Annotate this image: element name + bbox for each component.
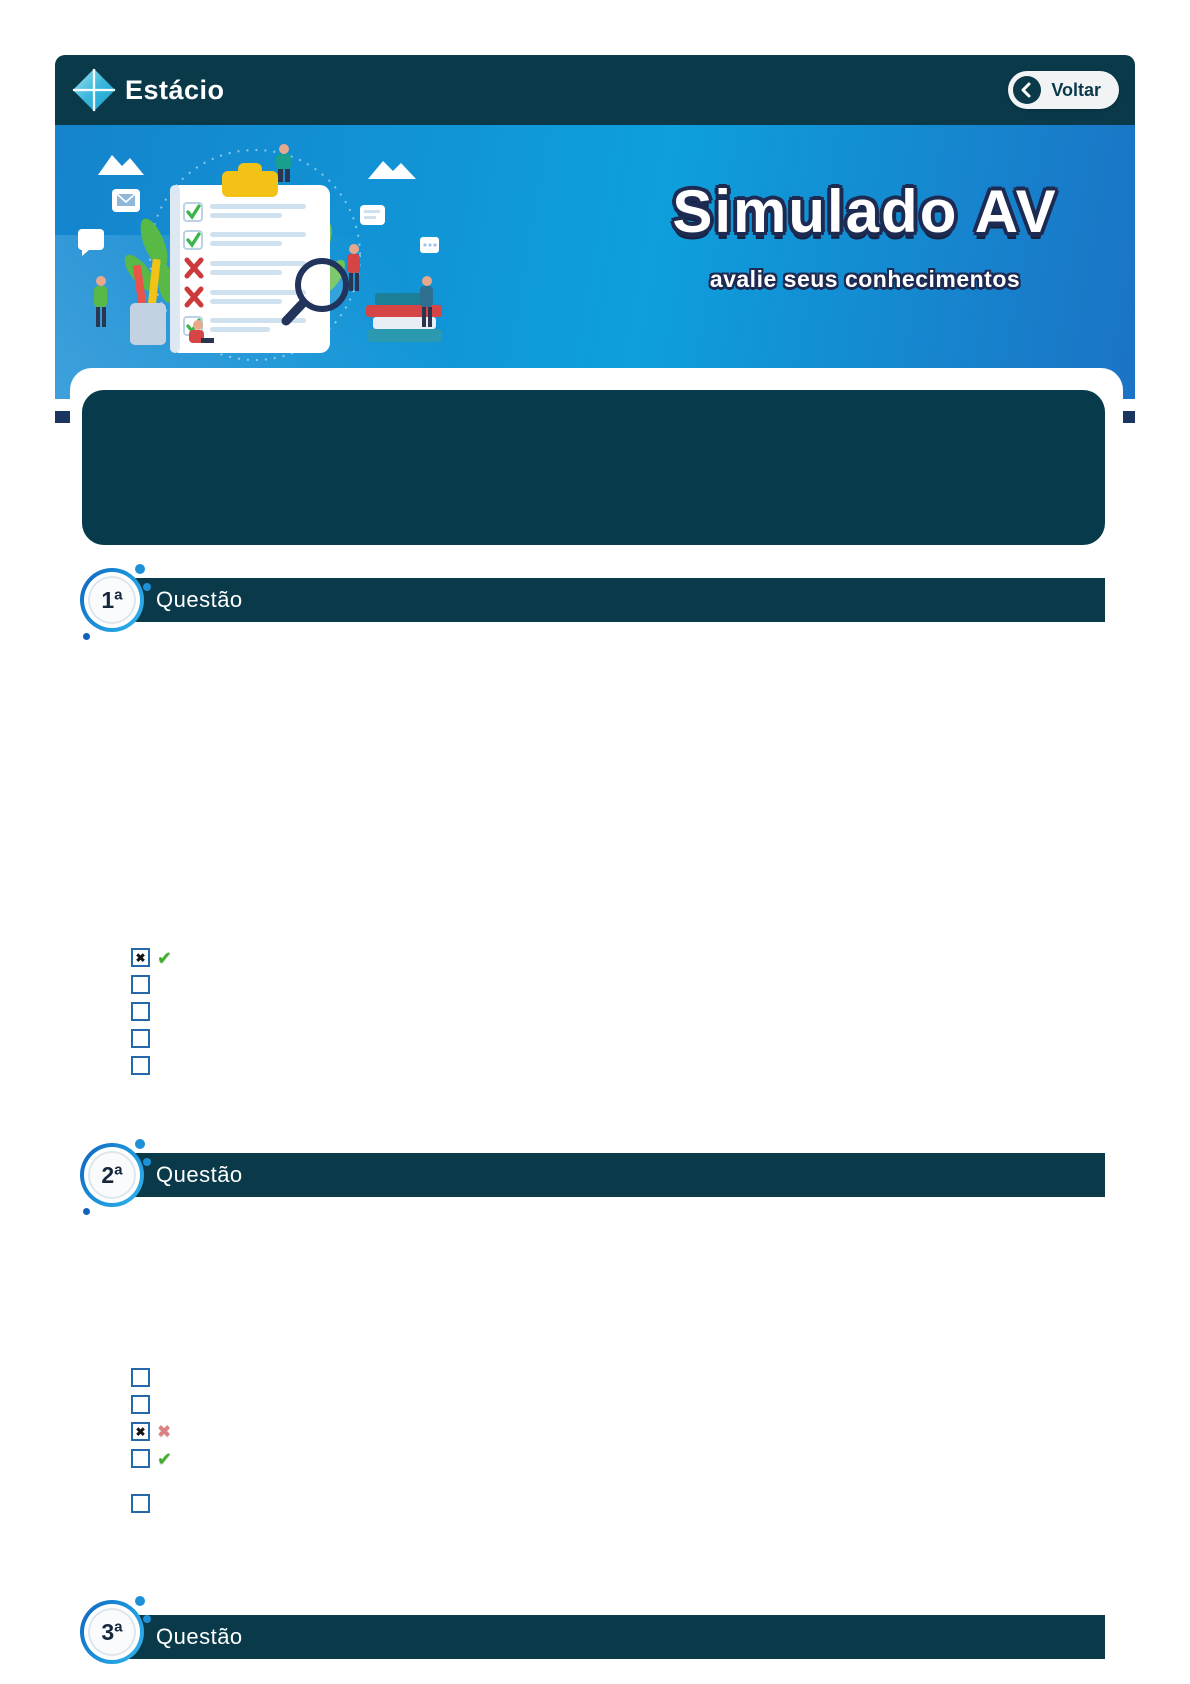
badge-dot-icon: [83, 1208, 90, 1215]
answer-row: [131, 1422, 172, 1441]
question-3-clipped-section: [55, 1588, 1135, 1649]
answer-checkbox[interactable]: ✖: [131, 948, 150, 967]
answer-checkbox[interactable]: [131, 1449, 150, 1468]
answer-checkbox[interactable]: [131, 1029, 150, 1048]
answer-checkbox[interactable]: [131, 975, 150, 994]
estacio-logo: [71, 67, 225, 113]
answer-row: [131, 1449, 172, 1468]
course-info-box: [82, 390, 1105, 545]
correct-answer-icon: ✔: [157, 947, 173, 968]
banner-title: Simulado AV: [672, 178, 1058, 245]
answer-row: [131, 1368, 172, 1387]
question-1-answers: [131, 948, 172, 1075]
badge-dot-icon: [143, 583, 151, 591]
answer-checkbox[interactable]: [131, 1002, 150, 1021]
answer-checkbox[interactable]: ✖: [131, 1422, 150, 1441]
badge-bubble-icon: [135, 1596, 145, 1606]
badge-bubble-icon: [135, 564, 145, 574]
hero-banner: [55, 125, 1135, 399]
wrong-answer-icon: ✖: [157, 1422, 172, 1441]
question-2-header-bar: [100, 1153, 1105, 1197]
question-number: 3ª: [88, 1608, 136, 1656]
banner-text-block: [620, 177, 1110, 293]
question-label: Questão: [156, 1624, 243, 1649]
badge-bubble-icon: [135, 1139, 145, 1149]
question-1-badge: [80, 568, 144, 632]
badge-dot-icon: [143, 1615, 151, 1623]
question-2-answers: [131, 1368, 172, 1513]
answer-row: [131, 1494, 172, 1513]
question-3-header-bar: [100, 1615, 1105, 1659]
back-button[interactable]: [1008, 71, 1119, 109]
answer-row: [131, 1056, 172, 1075]
answer-row: [131, 1029, 172, 1048]
badge-dot-icon: [83, 633, 90, 640]
answer-row: [131, 948, 172, 967]
banner-subtitle: avalie seus conhecimentos: [709, 266, 1021, 292]
answer-checkbox[interactable]: [131, 1395, 150, 1414]
banner-illustration: [70, 133, 490, 373]
answer-checkbox[interactable]: [131, 1494, 150, 1513]
answer-row: [131, 1395, 172, 1414]
question-2-badge: [80, 1143, 144, 1207]
correct-answer-icon: ✔: [157, 1448, 173, 1469]
answer-row: [131, 975, 172, 994]
question-3-badge: [80, 1600, 144, 1664]
answer-checkbox[interactable]: [131, 1368, 150, 1387]
content-card: [70, 368, 1123, 1684]
back-chevron-icon: [1013, 76, 1041, 104]
badge-dot-icon: [143, 1158, 151, 1166]
answer-checkbox[interactable]: [131, 1056, 150, 1075]
header-bar: [55, 55, 1135, 125]
question-label: Questão: [156, 587, 243, 612]
back-label: Voltar: [1051, 79, 1101, 100]
logo-diamond-icon: [71, 67, 117, 113]
question-1-header-bar: [100, 578, 1105, 622]
answer-row: [131, 1002, 172, 1021]
brand-text: Estácio: [125, 74, 225, 105]
question-label: Questão: [156, 1162, 243, 1187]
question-number: 1ª: [88, 576, 136, 624]
question-number: 2ª: [88, 1151, 136, 1199]
